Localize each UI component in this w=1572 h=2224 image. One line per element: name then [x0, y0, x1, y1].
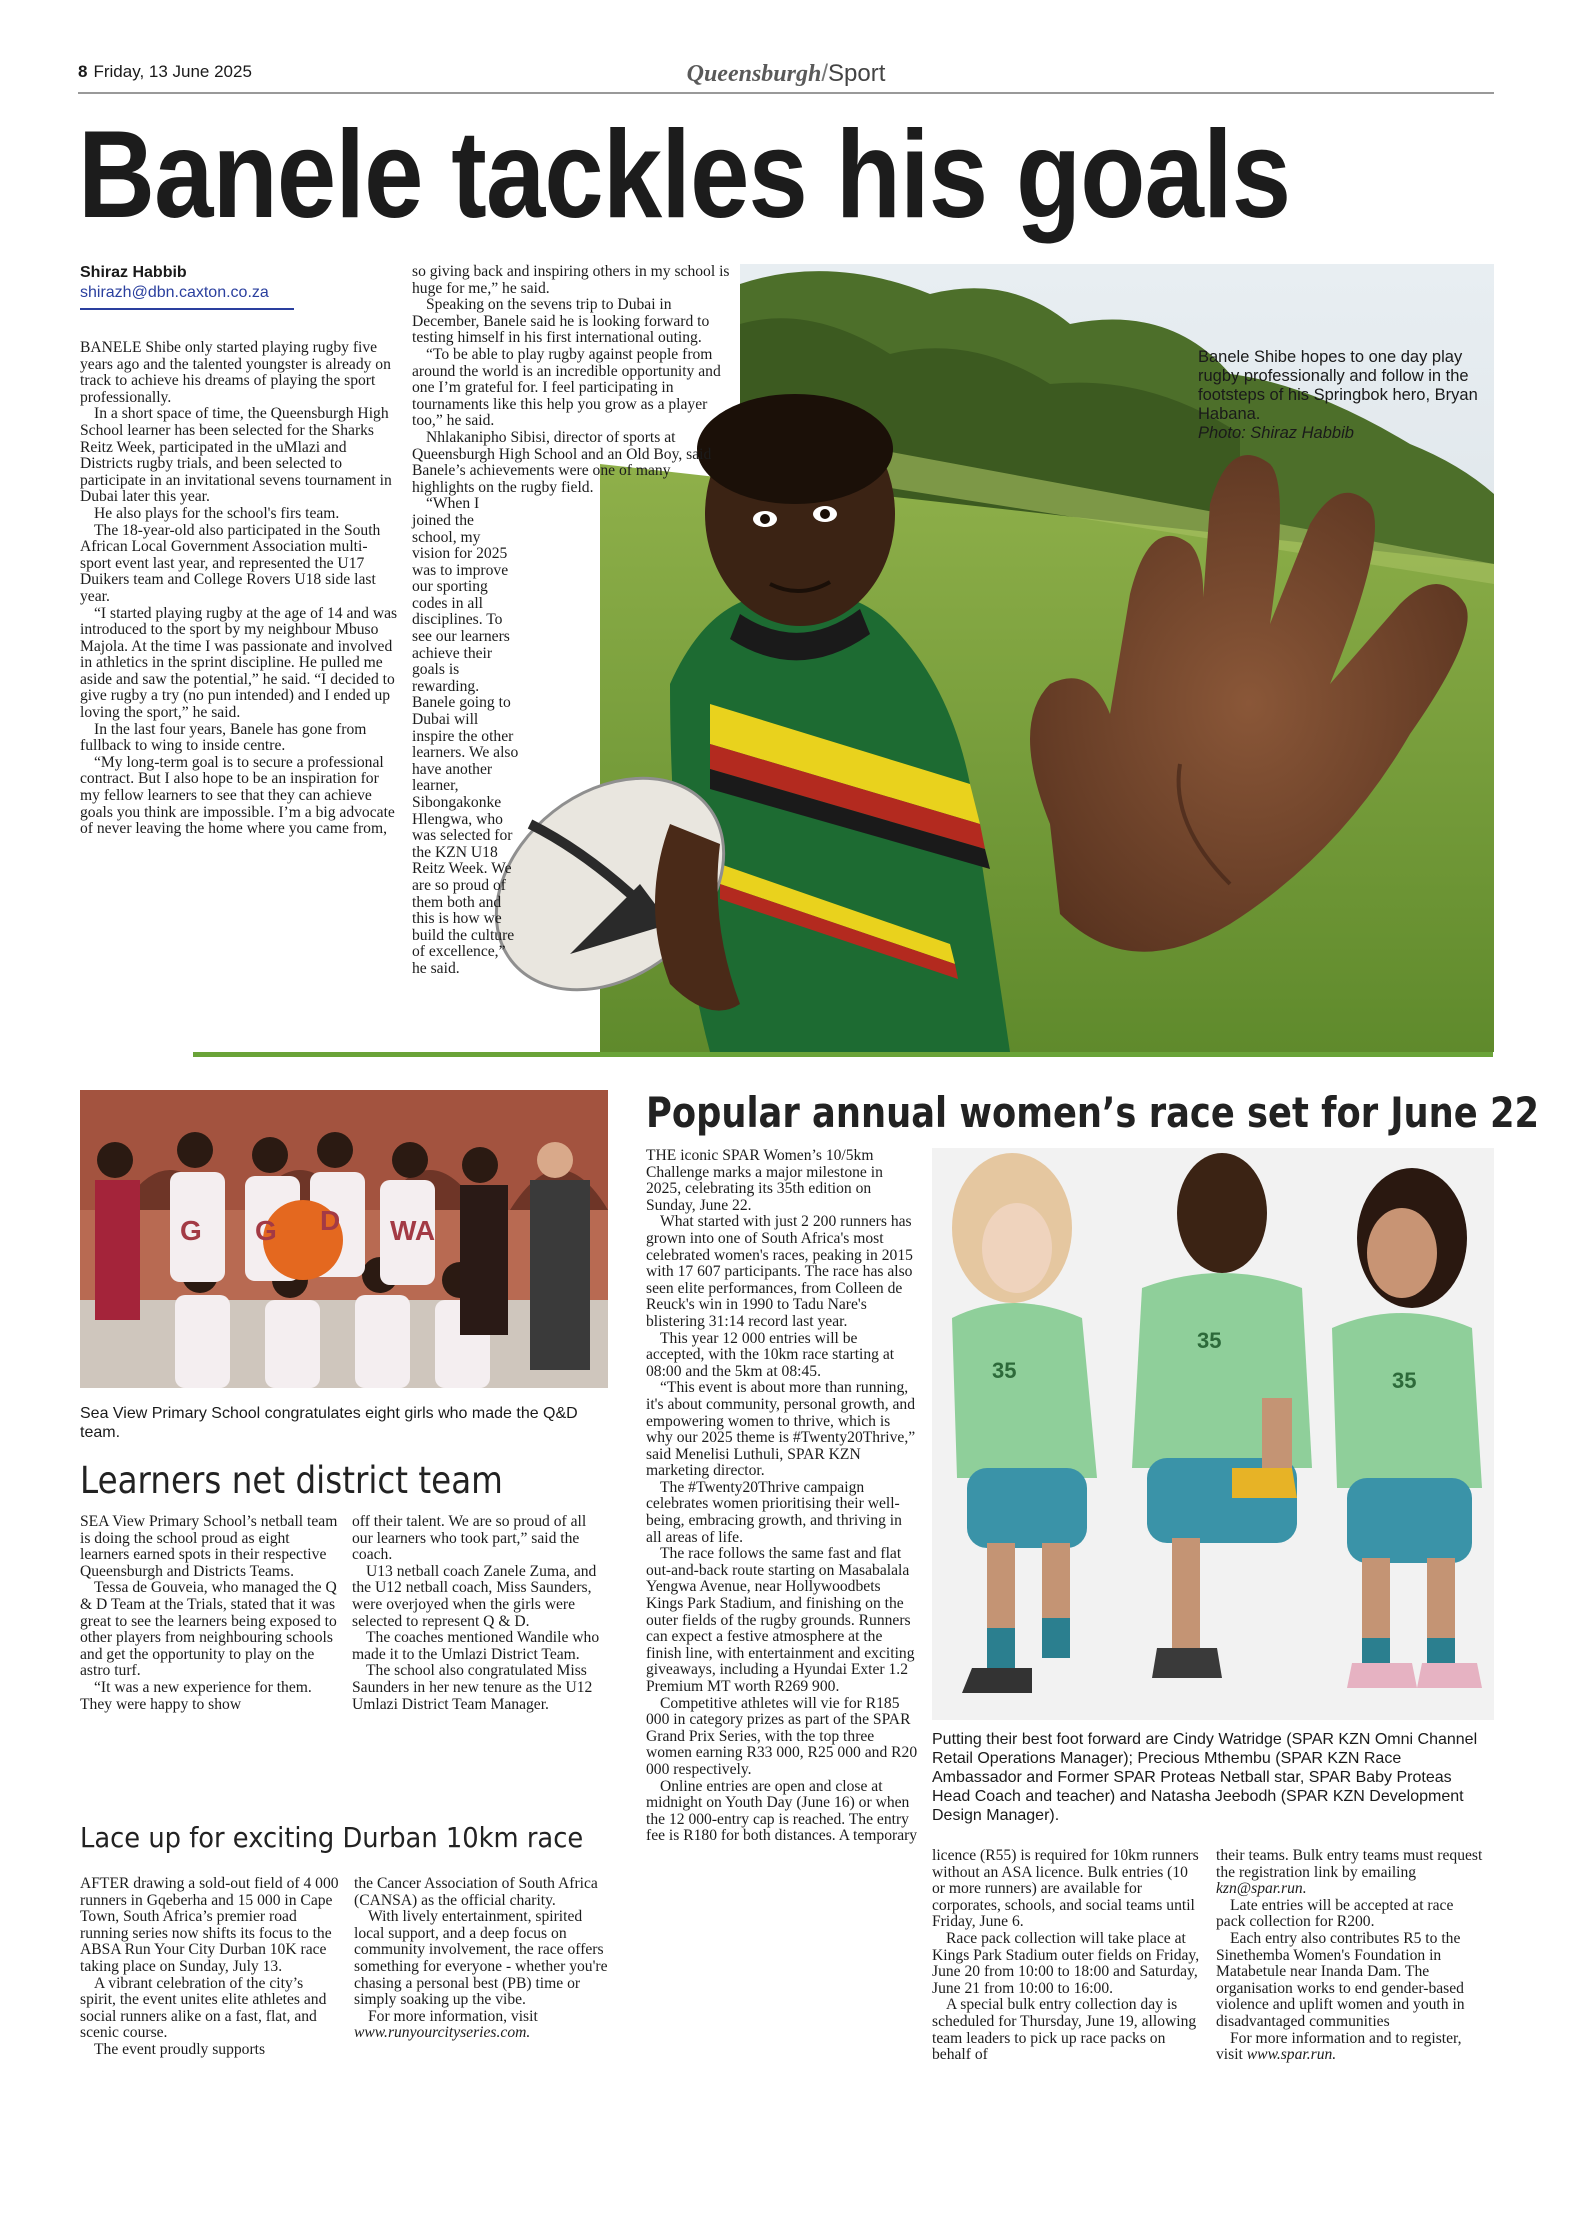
- paragraph-text: For more information, visit: [368, 2007, 538, 2025]
- paragraph: licence (R55) is required for 10km runners without an ASA licence. Bulk entries (10 or more runners) are available for corporates, schools, and social teams until Friday, June 6.: [932, 1847, 1199, 1931]
- paragraph: The 18-year-old also participated in the South African Local Government Association multi-sport event last year, and represented the U17 Duikers team and College Rovers U18 side last year.: [80, 521, 381, 605]
- paragraph: Tessa de Gouveia, who managed the Q & D Team at the Trials, stated that it was great to see the learners being exposed to other players from neighbouring schools and get the opportunity to play on the astro turf.: [80, 1579, 337, 1680]
- paragraph-text: their teams. Bulk entry teams must request the registration link by emailing: [1216, 1847, 1483, 1881]
- durban-link[interactable]: www.runyourcityseries.com.: [354, 2024, 531, 2042]
- paragraph: “This event is about more than running, it's about community, personal growth, and empowering women to thrive, which is why our 2025 theme is #Twenty20Thrive,” said Menelisi Luthuli, SPAR KZN marketing director.: [646, 1379, 916, 1480]
- paragraph: A vibrant celebration of the city’s spirit, the event unites elite athletes and social runners alike on a fast, flat, and scenic course.: [80, 1974, 327, 2042]
- paragraph: Each entry also contributes R5 to the Sinethemba Women's Foundation in Matabetule near Inanda Dam. The organisation works to end gender-based violence and uplift women and youth in disadvantaged communities: [1216, 1929, 1465, 2030]
- paragraph: Competitive athletes will vie for R185 000 in category prizes as part of the SPAR Grand Prix Series, with the top three women earning R33 000, R25 000 and R20 000 respectively.: [646, 1694, 918, 1778]
- lead-column-1: [80, 340, 398, 838]
- paragraph: [354, 2009, 616, 2042]
- netball-column-2: [352, 1514, 610, 1713]
- netball-headline: Learners net district team: [80, 1459, 503, 1502]
- svg-text:35: 35: [1197, 1328, 1222, 1353]
- durban-column-2: [354, 1876, 616, 2042]
- spar-website-link[interactable]: www.spar.run.: [1246, 2046, 1337, 2064]
- issue-date: Friday, 13 June 2025: [93, 62, 252, 81]
- spar-column-2: [932, 1848, 1200, 2064]
- durban-headline: Lace up for exciting Durban 10km race: [80, 1821, 584, 1854]
- netball-photo-caption: Sea View Primary School congratulates eight girls who made the Q&D team.: [80, 1405, 578, 1441]
- paragraph: The #Twenty20Thrive campaign celebrates women prioritising their well-being, embracing growth, and thriving in all areas of life.: [646, 1478, 902, 1546]
- byline-author: Shiraz Habbib: [80, 264, 187, 281]
- paragraph: What started with just 2 200 runners has grown into one of South Africa's most celebrated women's races, peaking in 2015 with 17 607 participants. The race has also seen elite performances, from Colleen de Reuck's win in 1990 to Tadu Nare's blistering 31:14 record last year.: [646, 1213, 913, 1330]
- paragraph-text: For more information and to register, visit: [1216, 2029, 1462, 2064]
- paper-name: Queensburgh: [686, 61, 822, 87]
- paragraph: Nhlakanipho Sibisi, director of sports at Queensburgh High School and an Old Boy, said Banele’s achievements were one of many highlights on the rugby field.: [412, 428, 712, 496]
- paragraph: [1216, 1848, 1486, 1898]
- paragraph: “I started playing rugby at the age of 14 and was introduced to the sport by my neighbour Mbuso Majola. At the time I was passionate and involved in athletics in the sprint discipline. He pulled me aside and saw the potential,” he said. “I decided to give rugby a try (no pun intended) and I ended up loving the sport,” he said.: [80, 604, 398, 722]
- spar-photo-caption: Putting their best foot forward are Cindy Watridge (SPAR KZN Omni Channel Retail Operations Manager); Precious Mthembu (SPAR KZN Race Ambassador and Former SPAR Proteas Netball star, SPAR Baby Proteas Head Coach and teacher) and Natasha Jeebodh (SPAR KZN Development Design Manager).: [932, 1731, 1478, 1824]
- paragraph: [1216, 2031, 1486, 2064]
- svg-text:G: G: [255, 1215, 277, 1246]
- paragraph: He also plays for the school's firs team.: [94, 504, 340, 522]
- masthead-slash: /: [821, 60, 828, 87]
- paragraph: SEA View Primary School’s netball team is doing the school proud as eight learners earned spots in their respective Queensburgh and Districts Teams.: [80, 1513, 338, 1580]
- paragraph: With lively entertainment, spirited local support, and a deep focus on community involvement, the race offers something for everyone - whether you're chasing a personal best (PB) time or simply soaking up the vibe.: [354, 1908, 608, 2009]
- paragraph: A special bulk entry collection day is scheduled for Thursday, June 19, allowing team leaders to pick up race packs on behalf of: [932, 1996, 1197, 2064]
- paragraph: U13 netball coach Zanele Zuma, and the U12 netball coach, Miss Saunders, were overjoyed when the girls were selected to represent Q & D.: [352, 1562, 597, 1630]
- byline-rule: [80, 308, 294, 310]
- svg-text:G: G: [180, 1215, 202, 1246]
- svg-text:35: 35: [1392, 1368, 1417, 1393]
- spar-photo: [932, 1148, 1494, 1720]
- paragraph: Late entries will be accepted at race pack collection for R200.: [1216, 1896, 1454, 1931]
- durban-column-1: [80, 1876, 342, 2059]
- spar-column-1: [646, 1148, 918, 1845]
- lead-headline: Banele tackles his goals: [78, 106, 1291, 244]
- photo-credit: Photo: Shiraz Habbib: [1198, 424, 1354, 442]
- paragraph: The race follows the same fast and flat out-and-back route starting on Masabalala Yengwa Avenue, near Hollywoodbets Kings Park Stadium, and finishing on the outer fields of the rugby grounds. Runners can expect a festive atmosphere at the finish line, with entertainment and exciting giveaways, including a Hyundai Exter 1.2 Premium MT worth R269 900.: [646, 1545, 915, 1695]
- lead-column-2: [412, 264, 730, 978]
- masthead: [0, 60, 1572, 88]
- paragraph: AFTER drawing a sold-out field of 4 000 runners in Gqeberha and 15 000 in Cape Town, South Africa’s premier road running series now shifts its focus to the ABSA Run Your City Durban 10K race taking place on Sunday, July 13.: [80, 1875, 339, 1975]
- paragraph: off their talent. We are so proud of all our learners who took part,” said the coach.: [352, 1513, 587, 1564]
- paragraph: Race pack collection will take place at Kings Park Stadium outer fields on Friday, June 20 from 10:00 to 18:00 and Saturday, June 21 from 10:00 to 16:00.: [932, 1929, 1200, 1997]
- paragraph: In a short space of time, the Queensburgh High School learner has been selected for the Sharks Reitz Week, participated in the uMlazi and Districts rugby trials, and been selected to participate in an invitational sevens tournament in Dubai later this year.: [80, 405, 392, 506]
- lead-bottom-rule: [193, 1052, 1493, 1057]
- paragraph: “When I joined the school, my vision for 2025 was to improve our sporting codes in all disciplines. To see our learners achieve their goals is rewarding. Banele going to Dubai will inspire the other learners. We also have another learner, Sibongakonke Hlengwa, who was selected for the KZN U18 Reitz Week. We are so proud of them both and this is how we build the culture of excellence,” he said.: [412, 495, 519, 977]
- spar-email-link[interactable]: kzn@spar.run.: [1216, 1880, 1307, 1898]
- netball-column-1: [80, 1514, 340, 1713]
- netball-photo: [80, 1090, 608, 1388]
- paragraph: In the last four years, Banele has gone from fullback to wing to inside centre.: [80, 720, 367, 755]
- paragraph: BANELE Shibe only started playing rugby five years ago and the talented youngster is already on track to achieve his dreams of playing the sport professionally.: [80, 339, 391, 406]
- paragraph: This year 12 000 entries will be accepted, with the 10km race starting at 08:00 and the 5km at 08:45.: [646, 1329, 895, 1380]
- paragraph: so giving back and inspiring others in my school is huge for me,” he said.: [412, 263, 730, 297]
- svg-text:D: D: [320, 1205, 341, 1236]
- paragraph: Speaking on the sevens trip to Dubai in December, Banele said he is looking forward to testing himself in his first international outing.: [412, 296, 710, 347]
- paragraph: The coaches mentioned Wandile who made it to the Umlazi District Team.: [352, 1629, 600, 1663]
- spar-column-3: [1216, 1848, 1486, 2064]
- paragraph: The school also congratulated Miss Saunders in her new tenure as the U12 Umlazi District Team Manager.: [352, 1662, 593, 1713]
- section-name: Sport: [828, 60, 886, 87]
- paragraph: “My long-term goal is to secure a professional contract. But I also hope to be an inspiration for my fellow learners to see that they can achieve goals you think are impossible. I’m a big advocate of never leaving the home where you came from,: [80, 753, 395, 838]
- header-rule: [78, 92, 1494, 94]
- caption-text: Banele Shibe hopes to one day play rugby professionally and follow in the footsteps of his Springbok hero, Bryan Habana.: [1198, 348, 1478, 423]
- paragraph: the Cancer Association of South Africa (CANSA) as the official charity.: [354, 1875, 598, 1909]
- paragraph: “To be able to play rugby against people from around the world is an incredible opportunity and one I’m grateful for. I feel participating in tournaments like this help you grow as a player too,” he said.: [412, 345, 721, 430]
- svg-text:WA: WA: [390, 1215, 436, 1246]
- paragraph: “It was a new experience for them. They were happy to show: [80, 1678, 312, 1713]
- paragraph: The event proudly supports: [94, 2040, 266, 2058]
- paragraph: THE iconic SPAR Women’s 10/5km Challenge marks a major milestone in 2025, celebrating its 35th edition on Sunday, June 22.: [646, 1147, 883, 1214]
- lead-photo-caption: [1198, 348, 1488, 443]
- paragraph: Online entries are open and close at midnight on Youth Day (June 16) or when the 12 000-entry cap is reached. The entry fee is R180 for both distances. A temporary: [646, 1777, 918, 1845]
- spar-headline: Popular annual women’s race set for June 22: [646, 1088, 1540, 1137]
- svg-text:35: 35: [992, 1358, 1017, 1383]
- page-number: 8: [78, 62, 88, 81]
- byline-email: shirazh@dbn.caxton.co.za: [80, 284, 269, 301]
